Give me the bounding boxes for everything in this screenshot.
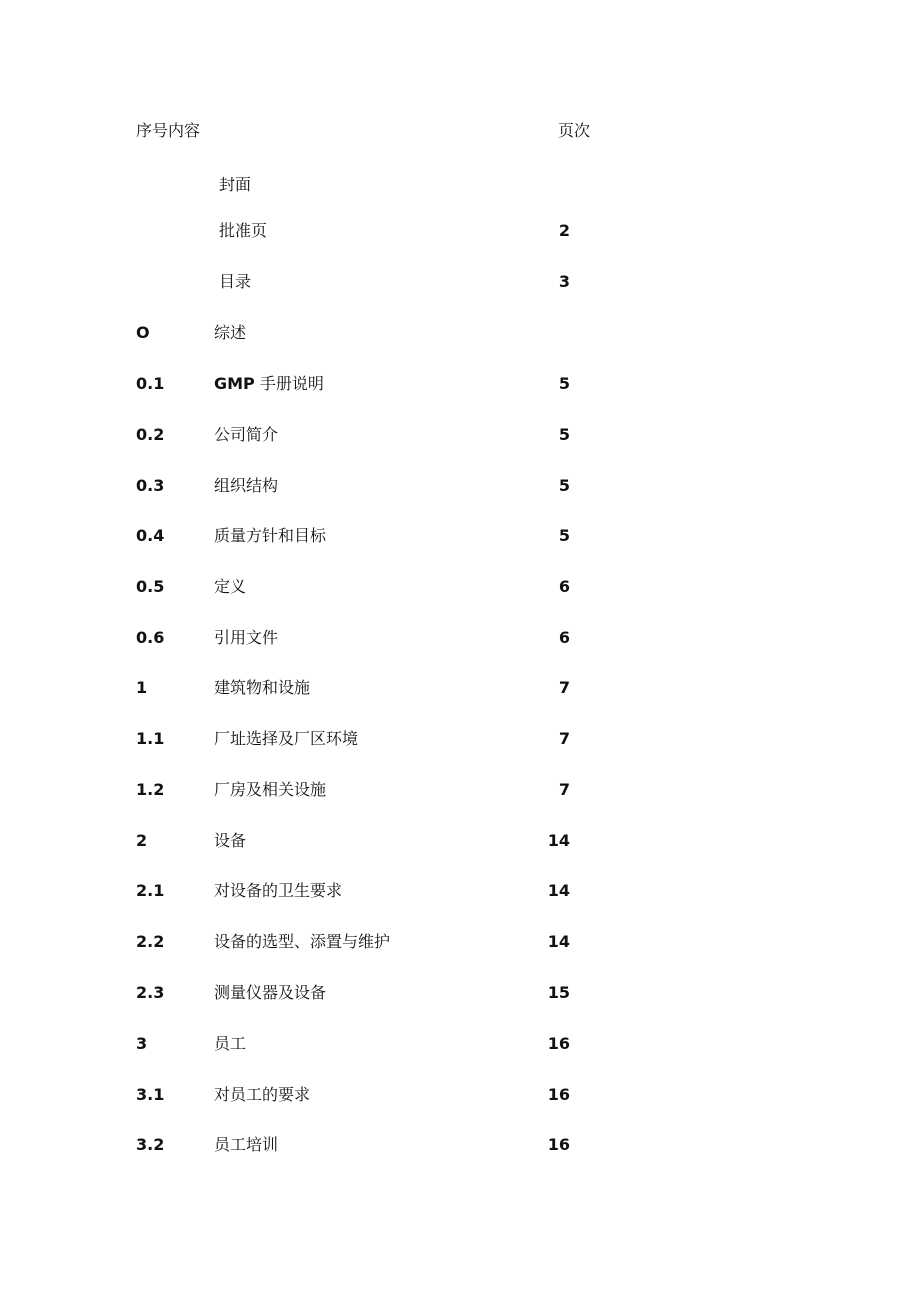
toc-row [136, 1080, 606, 1110]
toc-row [136, 978, 606, 1008]
toc-row [136, 521, 606, 551]
toc-row-approval [136, 216, 606, 246]
toc-row [136, 673, 606, 703]
toc-entry-number: 2.1 [136, 881, 165, 900]
toc-entry-title: 厂址选择及厂区环境 [214, 729, 359, 748]
toc-entry-number: 0.1 [136, 374, 165, 393]
toc-header-number-content: 序号内容 [136, 121, 201, 140]
toc-entry-page: 14 [547, 881, 570, 900]
toc-entry-number: 0.3 [136, 476, 165, 495]
toc-entry-number: 2 [136, 831, 148, 850]
toc-entry-page: 6 [558, 577, 570, 596]
toc-entry-page: 16 [547, 1034, 570, 1053]
toc-entry-title: 目录 [219, 272, 252, 291]
toc-entry-page: 6 [558, 628, 570, 647]
toc-entry-number: 0.4 [136, 526, 165, 545]
toc-row [136, 623, 606, 653]
toc-entry-title: 批准页 [219, 221, 268, 240]
toc-entry-title-text: 手册说明 [254, 374, 324, 393]
toc-entry-title: 测量仪器及设备 [214, 983, 327, 1002]
toc-entry-page: 5 [558, 526, 570, 545]
toc-entry-title: 对员工的要求 [214, 1085, 311, 1104]
toc-entry-title-prefix: GMP [214, 374, 255, 393]
toc-entry-page: 2 [558, 221, 570, 240]
toc-entry-title: 引用文件 [214, 628, 279, 647]
toc-row-contents [136, 267, 606, 297]
toc-entry-page: 7 [558, 678, 570, 697]
toc-row [136, 471, 606, 501]
toc-row [136, 927, 606, 957]
toc-entry-title: 员工培训 [214, 1135, 279, 1154]
toc-entry-title: 对设备的卫生要求 [214, 881, 343, 900]
toc-entry-title [214, 369, 324, 399]
toc-row [136, 572, 606, 602]
toc-entry-page: 16 [547, 1085, 570, 1104]
toc-entry-number: 1 [136, 678, 148, 697]
toc-row [136, 876, 606, 906]
toc-entry-number: 3.1 [136, 1085, 165, 1104]
toc-row [136, 724, 606, 754]
toc-entry-number: 3.2 [136, 1135, 165, 1154]
toc-row [136, 420, 606, 450]
toc-entry-number: 1.1 [136, 729, 165, 748]
toc-entry-title: 质量方针和目标 [214, 526, 327, 545]
toc-entry-title: 厂房及相关设施 [214, 780, 327, 799]
toc-entry-page: 5 [558, 476, 570, 495]
toc-entry-page: 16 [547, 1135, 570, 1154]
toc-entry-number: 0.2 [136, 425, 165, 444]
toc-entry-page: 7 [558, 729, 570, 748]
toc-entry-page: 5 [558, 425, 570, 444]
toc-entry-number: 3 [136, 1034, 148, 1053]
toc-entry-page: 5 [558, 374, 570, 393]
toc-entry-title: 组织结构 [214, 476, 279, 495]
toc-entry-title: 综述 [214, 323, 247, 342]
toc-entry-number: O [136, 323, 150, 342]
toc-entry-page: 14 [547, 932, 570, 951]
toc-row [136, 826, 606, 856]
toc-entry-title: 建筑物和设施 [214, 678, 311, 697]
toc-row [136, 318, 606, 348]
toc-entry-title: 定义 [214, 577, 247, 596]
toc-row [136, 1029, 606, 1059]
toc-entry-title: 公司简介 [214, 425, 279, 444]
toc-entry-number: 1.2 [136, 780, 165, 799]
toc-entry-page: 7 [558, 780, 570, 799]
toc-entry-number: 0.6 [136, 628, 165, 647]
toc-entry-number: 2.3 [136, 983, 165, 1002]
toc-entry-page: 3 [558, 272, 570, 291]
toc-entry-page: 15 [547, 983, 570, 1002]
toc-row [136, 1130, 606, 1160]
toc-row-cover [136, 170, 606, 200]
toc-entry-title: 设备 [214, 831, 247, 850]
toc-header [136, 118, 606, 146]
toc-row [136, 369, 606, 399]
toc-entry-number: 2.2 [136, 932, 165, 951]
toc-entry-title: 设备的选型、添置与维护 [214, 932, 391, 951]
toc-header-page: 页次 [558, 121, 591, 140]
toc-entry-title: 封面 [219, 175, 252, 194]
toc-row [136, 775, 606, 805]
toc-entry-number: 0.5 [136, 577, 165, 596]
toc-entry-title: 员工 [214, 1034, 247, 1053]
toc-entry-page: 14 [547, 831, 570, 850]
